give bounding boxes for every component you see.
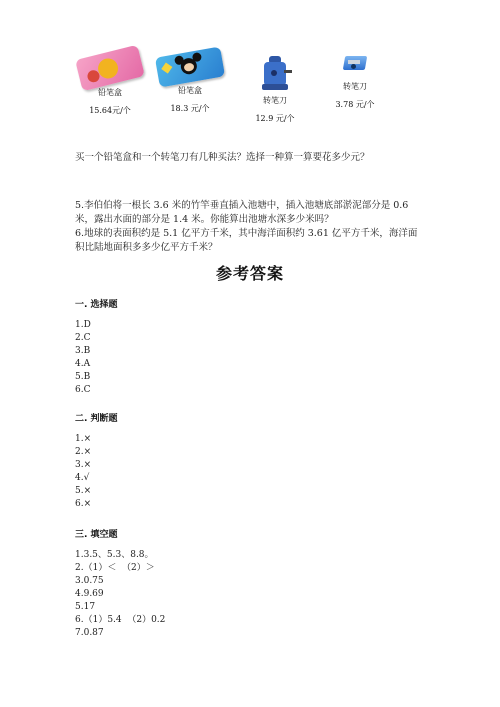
product-name: 转笔刀 — [263, 96, 287, 105]
problem-6: 6.地球的表面积约是 5.1 亿平方千米，其中海洋面积约 3.61 亿平方千米，海洋面积比陆地面积多多少亿平方千米？ — [75, 228, 418, 253]
problem-5: 5.李伯伯将一根长 3.6 米的竹竿垂直插入池塘中，插入池塘底部淤泥部分是 0.6 米，露出水面的部分是 1.4 米。你能算出池塘水深多少米吗？ — [75, 200, 409, 225]
answer-item: 2.C — [75, 333, 91, 343]
section-title: 三. 填空题 — [75, 530, 118, 540]
answer-item: 5.× — [75, 486, 92, 496]
product-sharpener-1 — [235, 52, 315, 124]
product-name: 铅笔盒 — [98, 88, 122, 97]
answer-item: 1.D — [75, 320, 91, 330]
answer-item: 7.0.87 — [75, 628, 104, 638]
answer-title: 参考答案 — [215, 264, 284, 283]
question-text: 买一个铅笔盒和一个转笔刀有几种买法？选择一种算一算要花多少元？ — [75, 152, 370, 163]
product-price: 15.64元/个 — [89, 106, 131, 115]
section-title: 二. 判断题 — [75, 414, 118, 424]
answer-item: 1.3.5、5.3、8.8。 — [75, 550, 154, 560]
section-fill-blank — [75, 527, 165, 640]
product-pencil-case-1 — [70, 52, 150, 116]
section-title: 一. 选择题 — [75, 300, 118, 310]
product-row — [70, 52, 400, 132]
answer-item: 4.A — [75, 359, 91, 369]
answer-item: 4.9.69 — [75, 589, 104, 599]
product-price: 3.78 元/个 — [335, 100, 375, 109]
product-name: 转笔刀 — [343, 82, 367, 91]
product-sharpener-2 — [315, 52, 395, 110]
pencil-sharpener-small-icon — [340, 52, 370, 78]
product-price: 18.3 元/个 — [170, 104, 210, 113]
product-name: 铅笔盒 — [178, 86, 202, 95]
word-problems — [75, 199, 420, 255]
pencil-case-mickey-icon — [155, 46, 225, 87]
section-true-false — [75, 411, 118, 511]
answer-item: 4.√ — [75, 473, 90, 483]
pencil-sharpener-desk-icon — [260, 52, 290, 92]
answer-item: 3.0.75 — [75, 576, 104, 586]
answer-item: 1.× — [75, 434, 92, 444]
answer-item: 3.× — [75, 460, 92, 470]
answer-item: 5.17 — [75, 602, 96, 612]
pencil-case-pooh-icon — [75, 45, 145, 92]
product-pencil-case-2 — [150, 52, 230, 114]
product-price: 12.9 元/个 — [255, 114, 295, 123]
answer-item: 3.B — [75, 346, 91, 356]
answer-item: 2.（1）＜ （2）＞ — [75, 563, 155, 573]
section-multiple-choice — [75, 297, 118, 397]
answer-item: 6.× — [75, 499, 92, 509]
answer-item: 5.B — [75, 372, 91, 382]
answer-item: 6.C — [75, 385, 91, 395]
answer-item: 2.× — [75, 447, 92, 457]
answer-item: 6.（1）5.4 （2）0.2 — [75, 615, 166, 625]
